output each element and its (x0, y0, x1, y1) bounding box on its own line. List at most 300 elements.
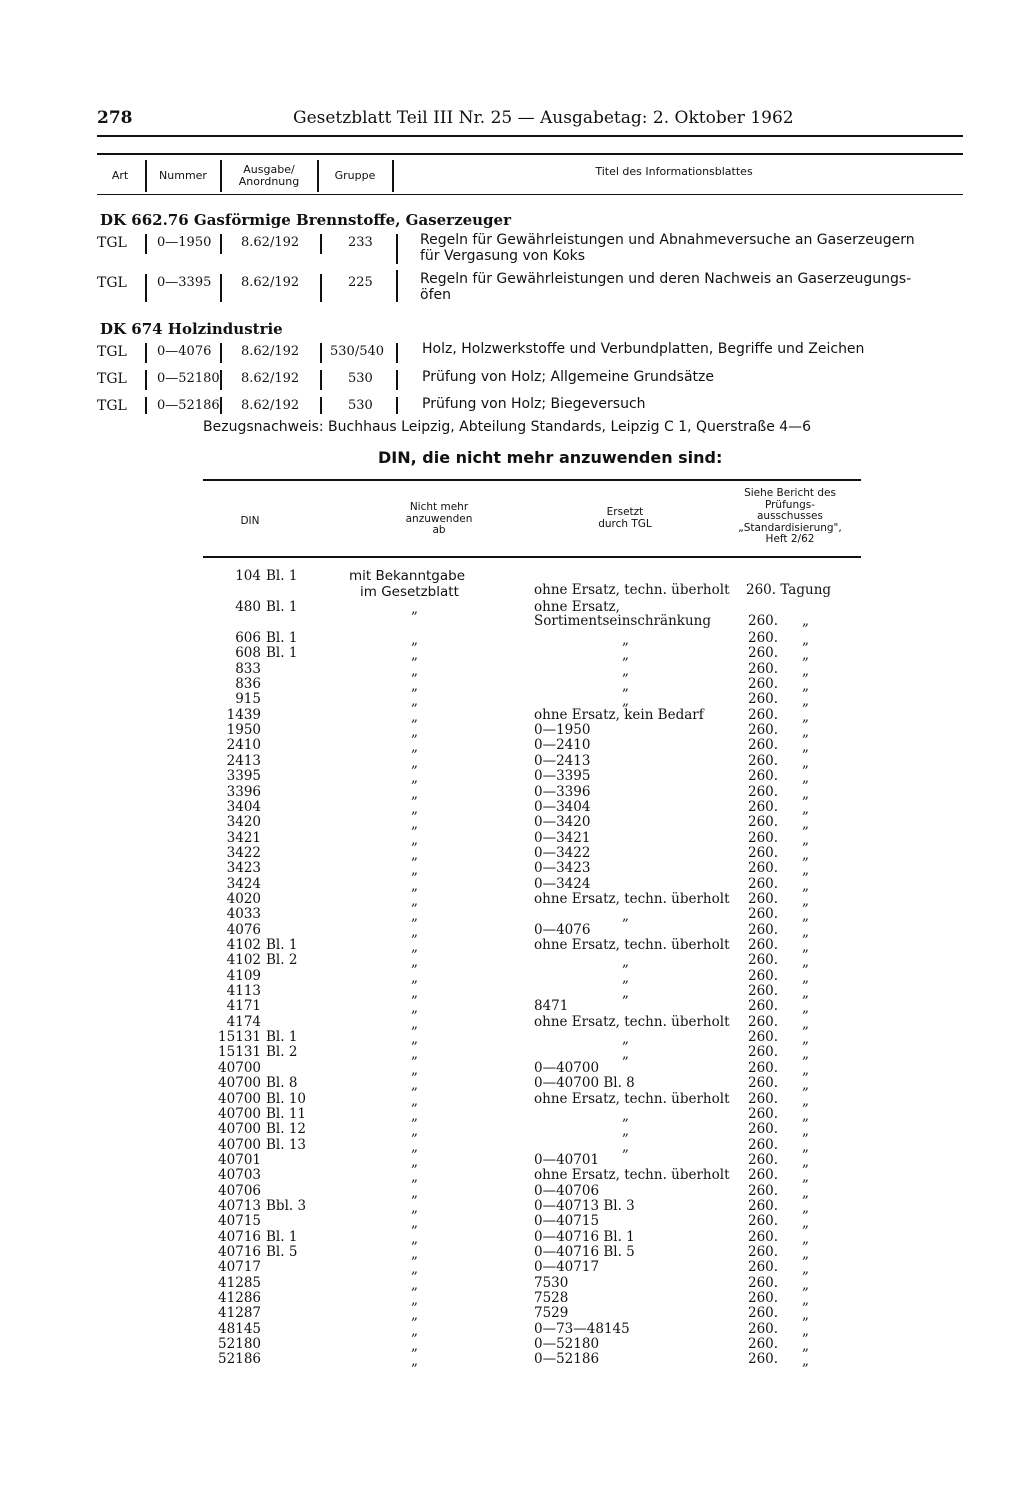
din-bericht: 260. (748, 952, 779, 969)
row-rule (145, 397, 147, 414)
din-bericht: 260. (748, 1136, 779, 1153)
din-ersetzt: 0—40713 Bl. 3 (534, 1197, 635, 1214)
table-row (0, 1013, 1024, 1032)
table-row (0, 1105, 1024, 1124)
din-ab: „ (411, 662, 418, 679)
table-row (0, 1336, 1024, 1355)
th-din: DIN (240, 515, 260, 527)
cell-art: TGL (97, 371, 127, 387)
cell-nummer: 0—52186 (157, 398, 220, 413)
cell-art: TGL (97, 398, 127, 414)
din-ab: „ (411, 1031, 418, 1048)
cell-art: TGL (97, 275, 127, 291)
din-ab: „ (411, 1292, 418, 1309)
table-row (0, 890, 1024, 909)
din-bericht: 260. (748, 1075, 779, 1092)
din-num: 3396 (226, 783, 261, 800)
din-bericht-ditto: „ (802, 1307, 809, 1324)
din-bericht-ditto: „ (802, 739, 809, 756)
din-ersetzt-line1: ohne Ersatz, (534, 599, 620, 615)
din-ersetzt: „ (622, 1046, 629, 1063)
din-bericht-ditto: „ (802, 923, 809, 940)
din-ab: „ (411, 1353, 418, 1370)
th-titel: Titel des Informationsblattes (595, 165, 753, 178)
din-ersetzt: 0—52186 (534, 1351, 600, 1368)
din-ab: „ (411, 846, 418, 863)
din-ab: „ (411, 1107, 418, 1124)
th-siehe-line2: Prüfungs- (764, 498, 816, 511)
din-bericht-ditto: „ (802, 969, 809, 986)
din-bericht-ditto: „ (802, 1015, 809, 1032)
th-siehe-bericht (720, 488, 860, 546)
din-ab: „ (411, 923, 418, 940)
din-bericht: 260. (748, 768, 779, 785)
din-ersetzt: 0—40717 (534, 1259, 600, 1276)
din-ersetzt: „ (622, 1107, 629, 1124)
din-bl: Bl. 13 (266, 1136, 306, 1153)
din-bericht-ditto: „ (802, 1292, 809, 1309)
cell-gruppe: 530 (348, 371, 373, 386)
din-ersetzt: 0—40716 Bl. 5 (534, 1244, 635, 1260)
din-num: 836 (235, 676, 261, 693)
din-ersetzt: 0—2413 (534, 752, 591, 769)
din-bericht-ditto: „ (802, 939, 809, 955)
din-bericht: 260. (748, 1182, 779, 1199)
din-bericht-ditto: „ (802, 785, 809, 802)
table-row (0, 676, 1024, 695)
din-ab: „ (411, 1215, 418, 1232)
din-ab: „ (411, 1184, 418, 1201)
din-num: 41287 (218, 1305, 261, 1322)
table-row (0, 599, 1024, 629)
din-num: 4076 (226, 921, 261, 938)
table-row (0, 967, 1024, 986)
th-siehe-line3: ausschusses (757, 510, 823, 522)
din-ersetzt: „ (622, 1031, 629, 1048)
din-num: 40716 (218, 1244, 261, 1260)
din-bl: Bl. 1 (266, 630, 298, 646)
din-ersetzt: 0—1950 (534, 722, 591, 739)
din-bericht-ditto: „ (802, 800, 809, 817)
din-ab: „ (411, 1261, 418, 1278)
din-bericht-ditto: „ (802, 678, 809, 695)
din-bericht: 260. (748, 814, 779, 831)
din-num: 3424 (226, 875, 261, 892)
table1-header-bottom-rule (97, 194, 963, 195)
din-num: 41286 (218, 1290, 261, 1307)
table-row (0, 844, 1024, 863)
table-row (0, 921, 1024, 940)
table-row (0, 1320, 1024, 1339)
din-ersetzt: „ (622, 662, 629, 679)
din-bericht-ditto: „ (802, 693, 809, 710)
section-heading: DK 674 Holzindustrie (100, 320, 283, 338)
th-nummer: Nummer (159, 169, 207, 182)
din-ab: „ (411, 985, 418, 1002)
cell-gruppe: 530 (348, 398, 373, 413)
din-bericht-ditto: „ (802, 831, 809, 848)
din-bericht: 260. (748, 921, 779, 938)
din-num: 3422 (226, 844, 261, 861)
din-ab: „ (411, 647, 418, 664)
din-num: 40700 (218, 1075, 261, 1092)
th-siehe-line1: Siehe Bericht des (744, 487, 836, 499)
din-bl: Bl. 8 (266, 1075, 298, 1092)
din-ersetzt: 0—3396 (534, 783, 591, 800)
din-table-title: DIN, die nicht mehr anzuwenden sind: (378, 448, 723, 467)
row-rule (220, 234, 222, 254)
table-row (0, 630, 1024, 648)
din-ab: „ (411, 1046, 418, 1063)
din-num: 40706 (218, 1182, 261, 1199)
th-gruppe: Gruppe (334, 169, 376, 182)
row-rule (320, 274, 322, 302)
header-rule (97, 135, 963, 137)
din-num: 41285 (218, 1274, 261, 1291)
din-bl: Bl. 10 (266, 1090, 306, 1107)
din-ersetzt: 0—40706 (534, 1182, 600, 1199)
din-ab: „ (411, 1230, 418, 1247)
row-rule (220, 343, 222, 363)
din-ab: „ (411, 708, 418, 725)
din-ersetzt: 7529 (534, 1305, 569, 1322)
row-rule (220, 397, 222, 414)
din-num: 4033 (226, 906, 261, 923)
din-ersetzt: 0—52180 (534, 1336, 600, 1353)
din-bl: Bl. 1 (266, 1029, 298, 1046)
din-bericht: 260. (748, 798, 779, 815)
table-row (0, 1213, 1024, 1232)
din-bericht: 260. (748, 783, 779, 800)
din-bl: Bl. 12 (266, 1121, 306, 1138)
din-bl: Bl. 1 (266, 645, 298, 662)
din-bericht: 260. (748, 937, 779, 953)
din-bericht: 260. (748, 1059, 779, 1076)
din-bericht: 260. (748, 706, 779, 723)
table-row (0, 1197, 1024, 1216)
din-ab: „ (411, 1246, 418, 1262)
din-bericht-ditto: „ (802, 1061, 809, 1078)
din-bericht-ditto: „ (802, 613, 809, 629)
din-bericht-ditto: „ (802, 662, 809, 679)
ab-line1: mit Bekanntgabe (349, 568, 466, 584)
din-bericht-ditto: „ (802, 1092, 809, 1109)
din-bericht-ditto: „ (802, 1353, 809, 1370)
din-ab: „ (411, 1322, 418, 1339)
din-ersetzt: „ (622, 647, 629, 664)
din-ab: „ (411, 739, 418, 756)
cell-ausgabe: 8.62/192 (241, 398, 300, 413)
table-row (0, 906, 1024, 925)
din-bericht-ditto: „ (802, 754, 809, 771)
din-ab: „ (411, 770, 418, 787)
din-bericht: 260. (748, 1213, 779, 1230)
din-num: 40700 (218, 1105, 261, 1122)
table-row (0, 568, 1024, 600)
din-ab: „ (411, 1061, 418, 1078)
cell-gruppe: 225 (348, 275, 373, 290)
din-bericht: 260. (748, 1013, 779, 1030)
din-ab: „ (411, 1138, 418, 1155)
table-row (0, 1259, 1024, 1278)
din-ab: „ (411, 1015, 418, 1032)
table-row (0, 1059, 1024, 1078)
th-ausgabe (222, 164, 316, 188)
din-bericht-ditto: „ (802, 877, 809, 894)
row-rule (145, 343, 147, 363)
din-bericht-ditto: „ (802, 632, 809, 648)
din-num: 608 (235, 645, 261, 662)
row-rule (396, 397, 398, 414)
table-row (0, 829, 1024, 848)
table-row (0, 1121, 1024, 1140)
din-num: 40703 (218, 1167, 261, 1184)
din-num: 4174 (226, 1013, 261, 1030)
din-bericht: 260. (748, 660, 779, 677)
din-bericht: 260. (748, 691, 779, 708)
din-ersetzt: ohne Ersatz, kein Bedarf (534, 706, 704, 723)
din-num: 40715 (218, 1213, 261, 1230)
din-num: 2410 (226, 737, 261, 754)
row-rule (145, 370, 147, 390)
din-bericht-ditto: „ (802, 1338, 809, 1355)
table-row (0, 1075, 1024, 1094)
table1-top-rule (97, 153, 963, 155)
din-bericht-ditto: „ (802, 985, 809, 1002)
din-ab: „ (411, 1092, 418, 1109)
row-rule (396, 234, 398, 264)
din-ersetzt: „ (622, 1123, 629, 1140)
th-nicht-line3: ab (432, 524, 446, 536)
din-num: 52186 (218, 1351, 261, 1368)
din-num: 833 (235, 660, 261, 677)
din-num: 15131 (218, 1029, 261, 1046)
cell-art: TGL (97, 235, 127, 251)
cell-nummer: 0—1950 (157, 235, 212, 250)
din-num: 4102 (226, 952, 261, 969)
din-bericht: 260. (748, 1274, 779, 1291)
din-ersetzt: „ (622, 985, 629, 1002)
titel-line2: öfen (420, 287, 451, 303)
din-ab: „ (411, 1338, 418, 1355)
din-bericht-ditto: „ (802, 862, 809, 879)
din-ersetzt: 0—3422 (534, 844, 591, 861)
din-bericht: 260. (748, 1090, 779, 1107)
din-ersetzt: ohne Ersatz, techn. überholt (534, 1167, 730, 1184)
din-bl: Bl. 11 (266, 1105, 306, 1122)
din-bericht: 260. (748, 645, 779, 662)
cell-nummer: 0—52180 (157, 371, 220, 386)
th-ersetzt-line1: Ersetzt (606, 506, 644, 518)
din-ab: „ (411, 1307, 418, 1324)
din-bericht-ditto: „ (802, 1153, 809, 1170)
cell-titel: Prüfung von Holz; Allgemeine Grundsätze (422, 369, 715, 385)
din-num: 52180 (218, 1336, 261, 1353)
table-row (0, 1136, 1024, 1155)
th-nicht-line1: Nicht mehr (409, 501, 469, 513)
din-bericht: 260. (748, 829, 779, 846)
cell-nummer: 0—3395 (157, 275, 212, 290)
din-ersetzt-line2: Sortimentseinschränkung (534, 613, 712, 629)
table-row (0, 783, 1024, 802)
din-num: 40700 (218, 1121, 261, 1138)
din-ab: „ (411, 1199, 418, 1216)
din-bericht: 260. (748, 1244, 779, 1260)
table-row (0, 1151, 1024, 1170)
din-bl: Bl. 1 (266, 599, 298, 615)
table-row (0, 1351, 1024, 1370)
din-bericht-ditto: „ (802, 1215, 809, 1232)
th-nicht-line2: anzuwenden (405, 512, 473, 525)
din-ersetzt: 0—40716 Bl. 1 (534, 1228, 635, 1245)
din-bericht-ditto: „ (802, 1031, 809, 1048)
din-bericht: 260. (748, 613, 779, 629)
table-row (0, 860, 1024, 879)
section-heading: DK 662.76 Gasförmige Brennstoffe, Gaserzeuger (100, 211, 511, 229)
din-ab: „ (411, 1123, 418, 1140)
din-num: 480 (235, 599, 261, 615)
din-ab: „ (411, 800, 418, 817)
din-bericht-ditto: „ (802, 708, 809, 725)
din-ersetzt: ohne Ersatz, techn. überholt (534, 1013, 730, 1030)
din-bericht-ditto: „ (802, 1246, 809, 1262)
din-bericht-ditto: „ (802, 1077, 809, 1094)
din-bericht-ditto: „ (802, 724, 809, 741)
table-row (0, 660, 1024, 679)
din-bericht-ditto: „ (802, 1107, 809, 1124)
din-bericht-ditto: „ (802, 1046, 809, 1063)
cell-titel (420, 271, 911, 303)
cell-ausgabe: 8.62/192 (241, 275, 300, 290)
cell-gruppe: 530/540 (330, 344, 385, 359)
din-ersetzt: 0—4076 (534, 921, 591, 938)
cell-titel (420, 232, 915, 264)
din-bericht: 260. (748, 737, 779, 754)
din-bericht: 260. (748, 906, 779, 923)
din-ersetzt: 7530 (534, 1274, 569, 1291)
din-ersetzt: 7528 (534, 1290, 569, 1307)
table-row (0, 814, 1024, 833)
page-number: 278 (97, 108, 133, 128)
din-ab: „ (411, 816, 418, 833)
table-row (0, 875, 1024, 894)
din-bericht: 260. (748, 1197, 779, 1214)
table-row (0, 1182, 1024, 1201)
din-bericht: 260. (748, 752, 779, 769)
table-row (0, 752, 1024, 771)
din-ersetzt: ohne Ersatz, techn. überholt (534, 937, 730, 953)
din-ab: „ (411, 1169, 418, 1186)
din-num: 40713 (218, 1197, 261, 1214)
din-bericht-ditto: „ (802, 1184, 809, 1201)
table-row (0, 691, 1024, 710)
din-bl: Bl. 1 (266, 937, 298, 953)
row-rule (396, 370, 398, 390)
din-ersetzt: „ (622, 908, 629, 925)
din-ab: „ (411, 1000, 418, 1017)
cell-ausgabe: 8.62/192 (241, 371, 300, 386)
row-rule (396, 270, 398, 302)
din-num: 48145 (218, 1320, 261, 1337)
table-row (0, 998, 1024, 1017)
din-num: 4113 (226, 983, 261, 1000)
table-row (0, 983, 1024, 1002)
din-ersetzt: 0—40715 (534, 1213, 600, 1230)
din-bericht-ditto: „ (802, 1322, 809, 1339)
din-ersetzt: „ (622, 678, 629, 695)
din-ab (349, 568, 465, 600)
din-table-header-rule (203, 556, 861, 558)
din-bericht-ditto: „ (802, 770, 809, 787)
row-rule (220, 370, 222, 390)
din-bericht: 260. (748, 1290, 779, 1307)
din-bericht-ditto: „ (802, 1276, 809, 1293)
din-bericht: 260. (748, 890, 779, 907)
din-bericht: 260. (748, 1336, 779, 1353)
din-ab: „ (411, 601, 418, 617)
cell-art: TGL (97, 344, 127, 360)
row-rule (320, 370, 322, 390)
table-row (0, 1090, 1024, 1109)
din-num: 2413 (226, 752, 261, 769)
table-row (0, 1029, 1024, 1048)
th-nicht-mehr (384, 502, 494, 537)
table-row (0, 706, 1024, 725)
din-ersetzt: 8471 (534, 998, 569, 1015)
din-bericht-ditto: „ (802, 846, 809, 863)
din-ersetzt: „ (622, 693, 629, 710)
bezugsnachweis: Bezugsnachweis: Buchhaus Leipzig, Abteilung Standards, Leipzig C 1, Querstraße 4—6 (203, 419, 812, 435)
din-ab: „ (411, 1077, 418, 1094)
din-ersetzt: „ (622, 954, 629, 971)
table-row (0, 937, 1024, 955)
din-bericht: 260. (748, 875, 779, 892)
din-bericht: 260. Tagung (746, 582, 832, 598)
table-row (0, 798, 1024, 817)
din-bl: Bl. 2 (266, 952, 298, 969)
din-bericht: 260. (748, 1044, 779, 1061)
din-bericht-ditto: „ (802, 1123, 809, 1140)
th-siehe-line5: Heft 2/62 (765, 533, 815, 545)
row-rule (320, 397, 322, 414)
din-num: 40701 (218, 1151, 261, 1168)
din-num: 1950 (226, 722, 261, 739)
din-ersetzt: 0—3424 (534, 875, 591, 892)
din-bericht: 260. (748, 1305, 779, 1322)
din-bericht: 260. (748, 676, 779, 693)
din-num: 40700 (218, 1059, 261, 1076)
din-ersetzt: „ (622, 969, 629, 986)
th-ersetzt (570, 507, 680, 530)
din-table-top-rule (203, 479, 861, 481)
th-ersetzt-line2: durch TGL (598, 517, 652, 530)
cell-ausgabe: 8.62/192 (241, 344, 300, 359)
table-row (0, 1274, 1024, 1293)
din-ersetzt: 0—3421 (534, 829, 591, 846)
din-ersetzt: 0—3423 (534, 860, 591, 877)
din-bericht-ditto: „ (802, 954, 809, 971)
din-bericht: 260. (748, 844, 779, 861)
din-num: 40717 (218, 1259, 261, 1276)
din-bericht: 260. (748, 1029, 779, 1046)
din-ersetzt: ohne Ersatz, techn. überholt (534, 582, 730, 598)
din-bl: Bl. 1 (266, 1228, 298, 1245)
din-num: 1439 (226, 706, 261, 723)
din-ersetzt: 0—3404 (534, 798, 591, 815)
din-bericht: 260. (748, 967, 779, 984)
din-bericht: 260. (748, 983, 779, 1000)
titel-line2: für Vergasung von Koks (420, 248, 586, 264)
